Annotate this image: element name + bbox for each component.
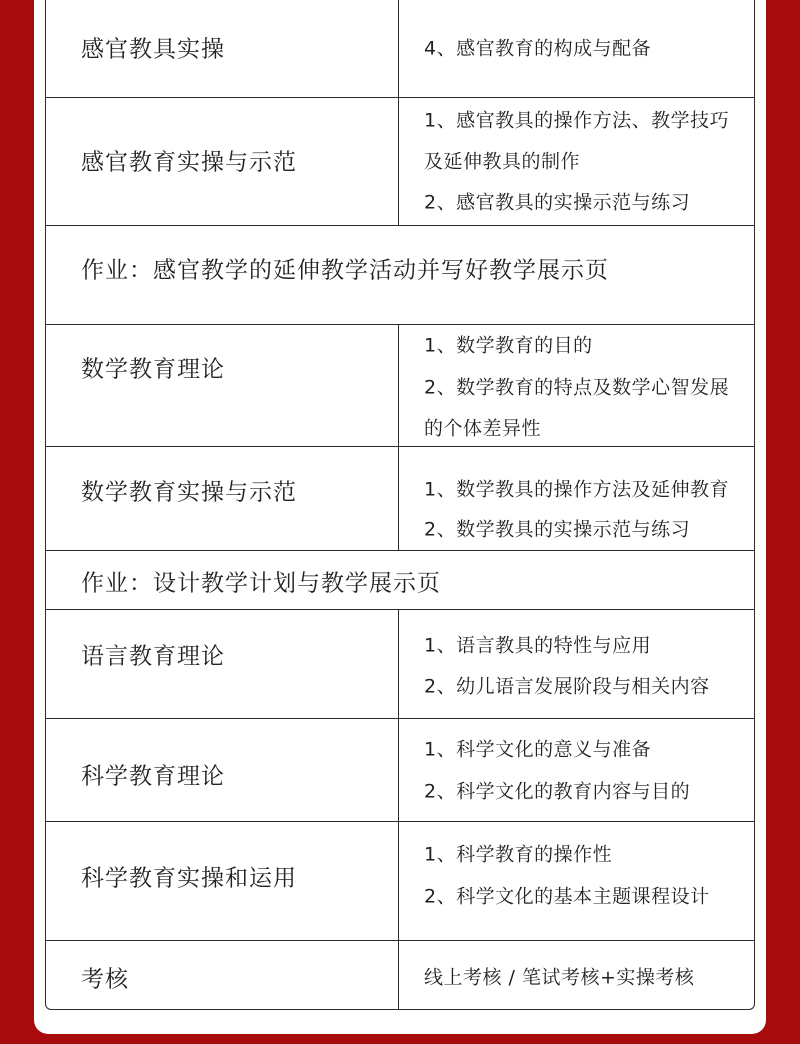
detail-line: 线上考核 / 笔试考核+实操考核 (424, 966, 695, 989)
course-table (45, 0, 755, 1010)
detail-line: 4、感官教育的构成与配备 (424, 37, 652, 60)
table-row (46, 941, 754, 1010)
topic-label: 感官教育实操与示范 (81, 149, 297, 176)
detail-line: 2、数学教育的特点及数学心智发展 (424, 376, 730, 399)
topic-label: 科学教育实操和运用 (81, 865, 297, 892)
topic-label: 数学教育理论 (81, 356, 225, 383)
detail-line: 1、语言教具的特性与应用 (424, 634, 652, 657)
detail-line: 2、感官教具的实操示范与练习 (424, 191, 691, 214)
detail-line: 1、科学教育的操作性 (424, 843, 613, 866)
detail-line: 2、科学文化的基本主题课程设计 (424, 885, 710, 908)
table-row (46, 325, 754, 447)
assignment-label: 作业：感官教学的延伸教学活动并写好教学展示页 (81, 257, 609, 284)
topic-label: 考核 (81, 966, 129, 993)
detail-line: 2、数学教具的实操示范与练习 (424, 518, 691, 541)
detail-line: 1、数学教育的目的 (424, 334, 593, 357)
detail-line: 1、数学教具的操作方法及延伸教育 (424, 478, 730, 501)
topic-label: 科学教育理论 (81, 763, 225, 790)
detail-line: 2、科学文化的教育内容与目的 (424, 780, 691, 803)
table-row (46, 610, 754, 719)
detail-line: 及延伸教具的制作 (424, 150, 581, 173)
detail-line: 的个体差异性 (424, 417, 542, 440)
assignment-label: 作业：设计教学计划与教学展示页 (81, 570, 441, 597)
topic-label: 感官教具实操 (81, 36, 225, 63)
topic-cell (46, 325, 399, 446)
table-row (46, 98, 754, 226)
topic-label: 语言教育理论 (81, 643, 225, 670)
table-row (46, 226, 754, 325)
table-row (46, 551, 754, 610)
table-row (46, 822, 754, 941)
detail-line: 1、科学文化的意义与准备 (424, 738, 652, 761)
table-row (46, 0, 754, 98)
table-row (46, 719, 754, 822)
detail-line: 2、幼儿语言发展阶段与相关内容 (424, 675, 710, 698)
table-row (46, 447, 754, 551)
detail-line: 1、感官教具的操作方法、教学技巧 (424, 109, 730, 132)
topic-label: 数学教育实操与示范 (81, 479, 297, 506)
